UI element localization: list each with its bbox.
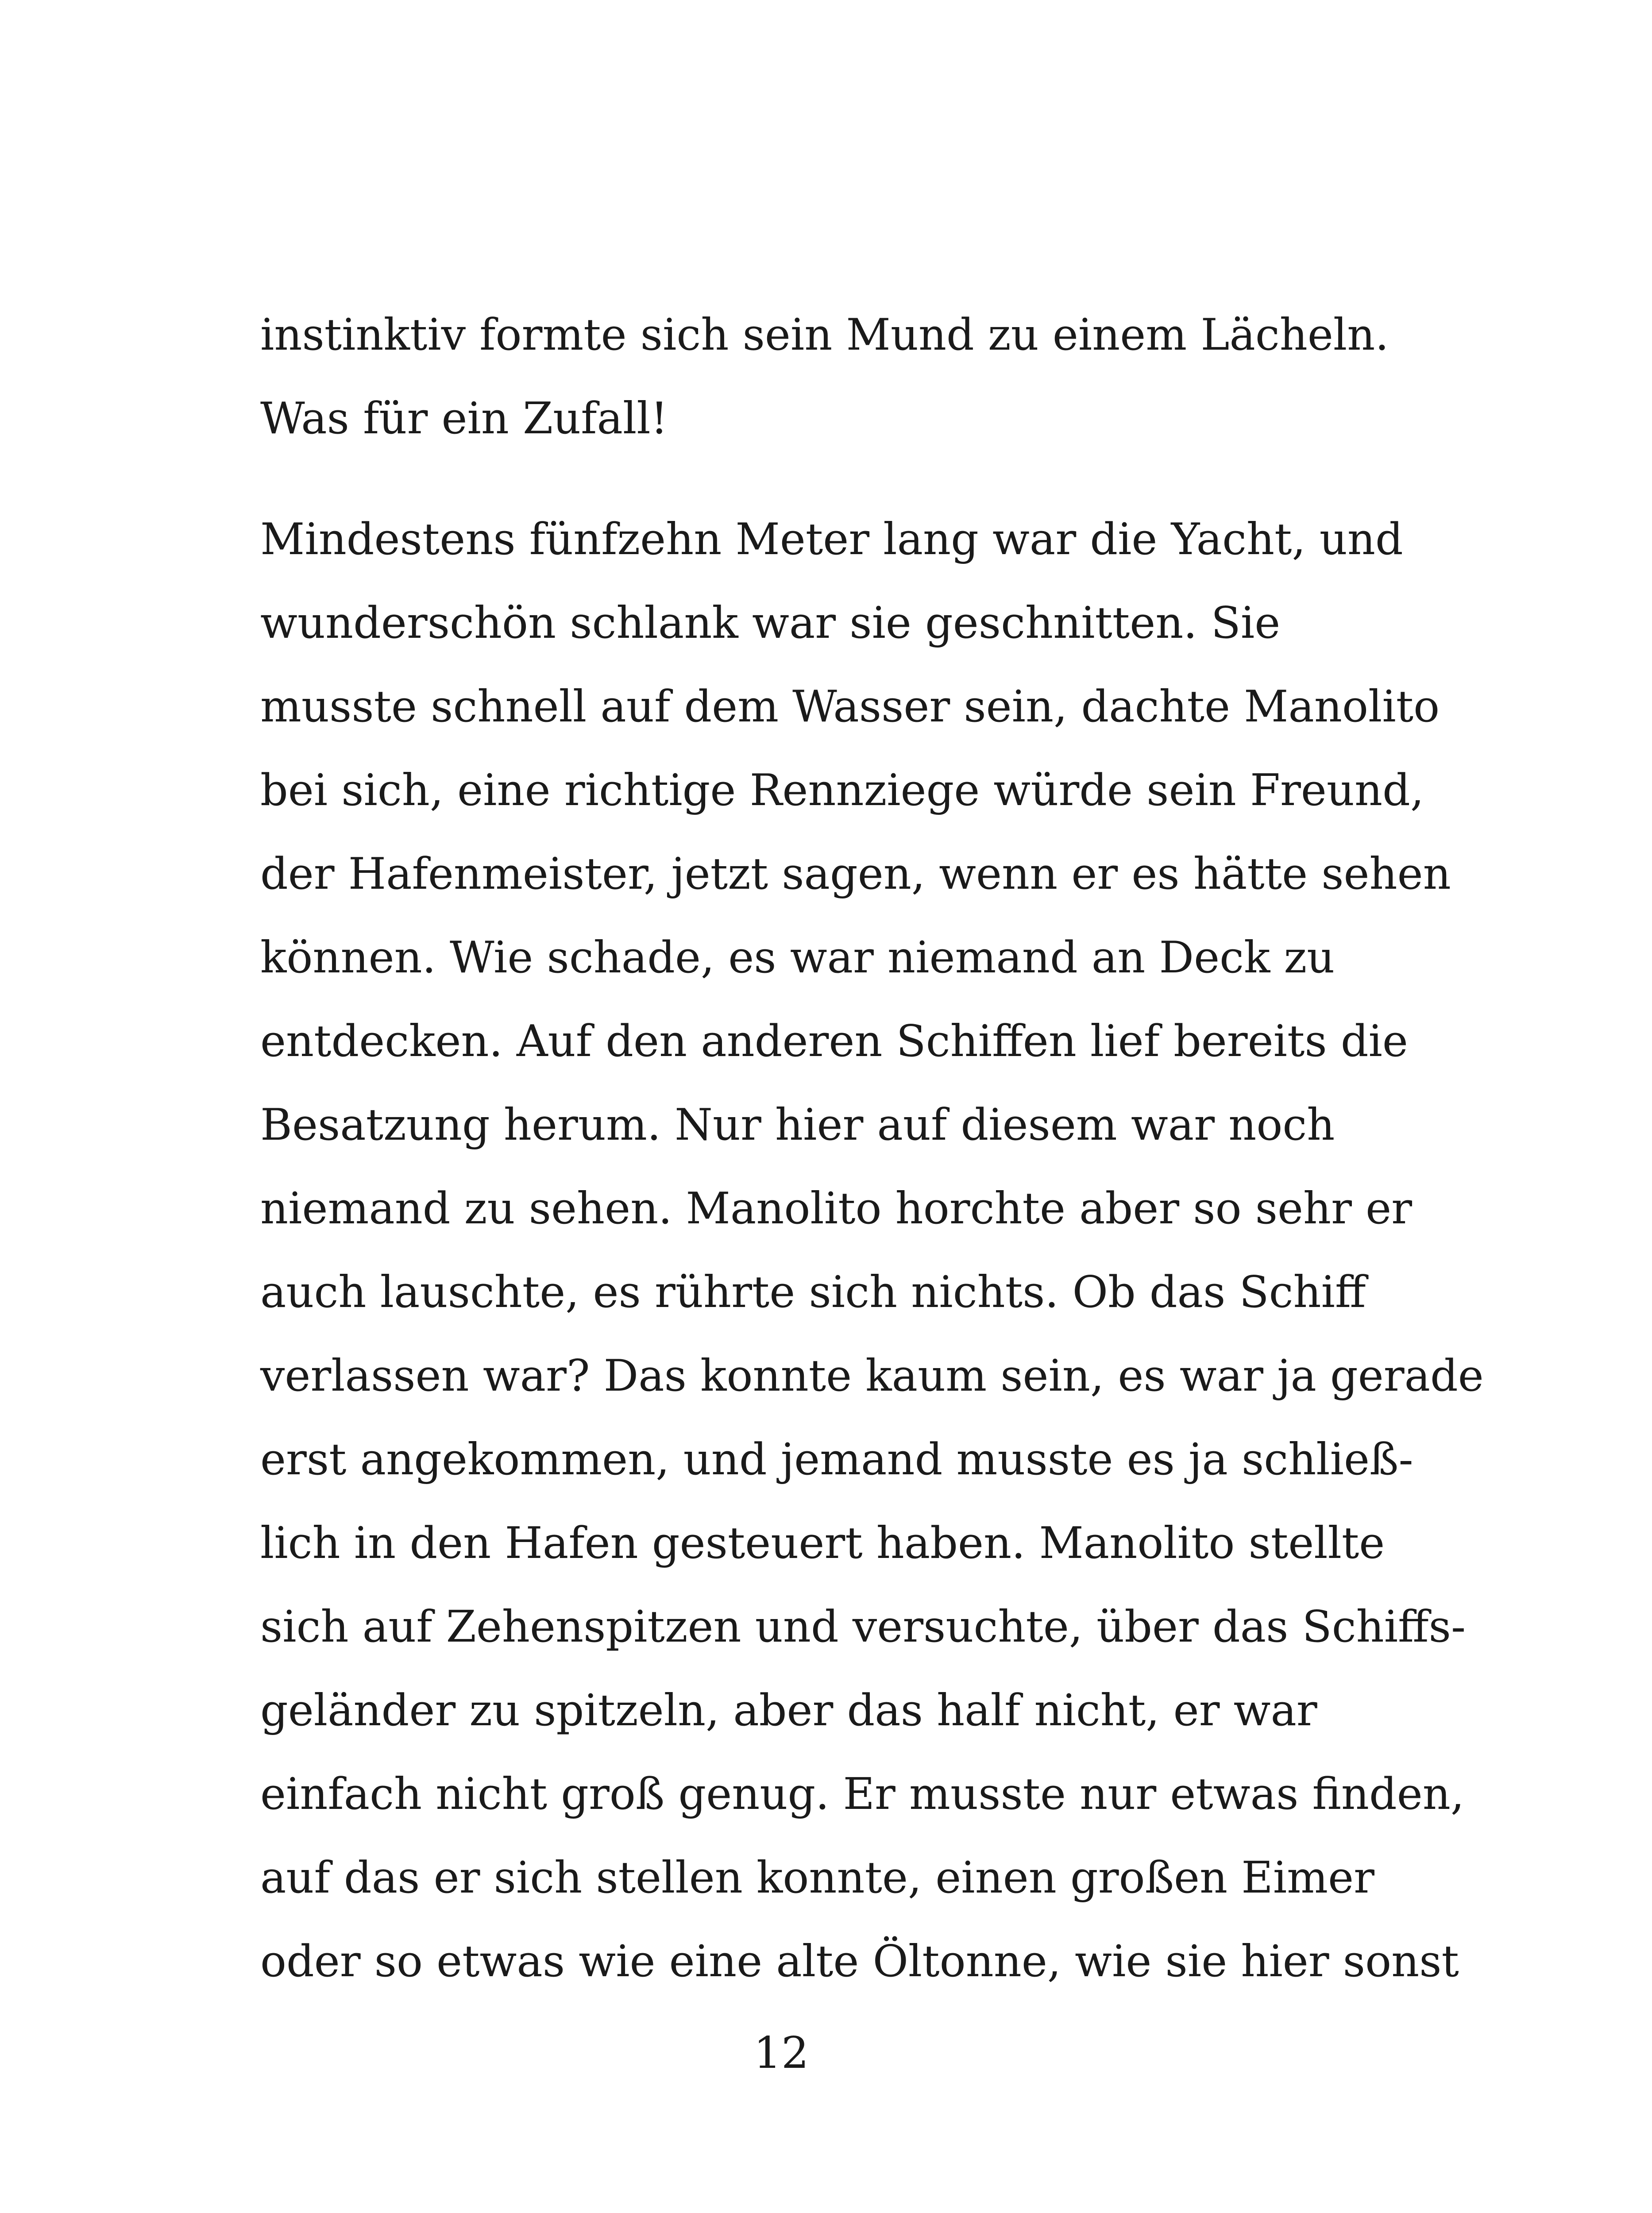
text-line: auf das er sich stellen konnte, einen großen Eimer (260, 1853, 1374, 1903)
text-line: bei sich, eine richtige Rennziege würde sein Freund, (260, 765, 1424, 816)
text-line: Mindestens fünfzehn Meter lang war die Yacht, und (260, 514, 1403, 565)
text-line: wunderschön schlank war sie geschnitten. Sie (260, 598, 1281, 648)
text-line: lich in den Hafen gesteuert haben. Manolito stellte (260, 1518, 1385, 1569)
text-line: Was für ein Zufall! (260, 393, 668, 444)
text-line: musste schnell auf dem Wasser sein, dachte Manolito (260, 682, 1440, 732)
text-line: einfach nicht groß genug. Er musste nur etwas finden, (260, 1769, 1465, 1820)
text-line: instinktiv formte sich sein Mund zu einem Lächeln. (260, 310, 1389, 360)
paragraph-1 (260, 293, 1389, 461)
text-line: der Hafenmeister, jetzt sagen, wenn er es hätte sehen (260, 849, 1451, 899)
text-line: können. Wie schade, es war niemand an Deck zu (260, 933, 1335, 983)
text-line: verlassen war? Das konnte kaum sein, es war ja gerade (260, 1351, 1484, 1401)
text-line: oder so etwas wie eine alte Öltonne, wie sie hier sonst (260, 1936, 1459, 1987)
text-line: Besatzung herum. Nur hier auf diesem war noch (260, 1100, 1335, 1150)
text-line: erst angekommen, und jemand musste es ja schließ- (260, 1434, 1413, 1485)
text-line: entdecken. Auf den anderen Schiffen lief bereits die (260, 1016, 1408, 1067)
paragraph-2 (260, 498, 1484, 2004)
text-line: niemand zu sehen. Manolito horchte aber so sehr er (260, 1184, 1412, 1234)
text-line: auch lauschte, es rührte sich nichts. Ob das Schiff (260, 1267, 1366, 1318)
text-line: geländer zu spitzeln, aber das half nicht, er war (260, 1685, 1317, 1736)
text-line: sich auf Zehenspitzen und versuchte, über das Schiffs- (260, 1602, 1466, 1652)
page-number: 12 (753, 2028, 809, 2078)
